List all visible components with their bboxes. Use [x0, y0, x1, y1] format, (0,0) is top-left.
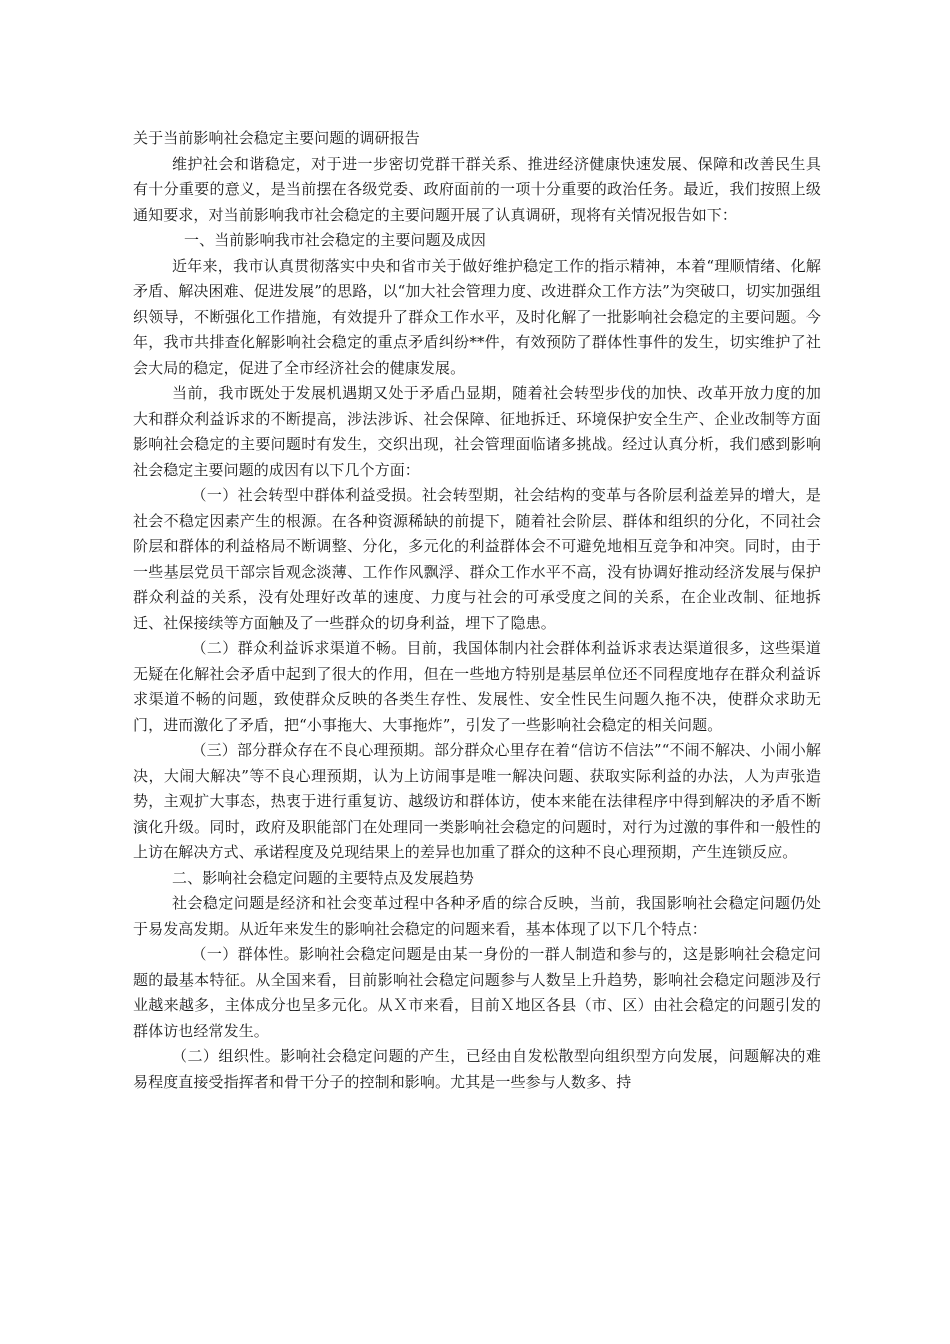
subsection-paragraph: （一）社会转型中群体利益受损。社会转型期，社会结构的变革与各阶层利益差异的增大，是社会不稳定因素产生的根源。在各种资源稀缺的前提下，随着社会阶层、群体和组织的分化，不同社会阶层和群体的利益格局不断调整、分化，多元化的利益群体会不可避免地相互竞争和冲突。同时，由于一些基层党员干部宗旨观念淡薄、工作作风飘浮、群众工作水平不高，没有协调好推动经济发展与保护群众利益的关系，没有处理好改革的速度、力度与社会的可承受度之间的关系，在企业改制、征地拆迁、社保接续等方面触及了一些群众的切身利益，埋下了隐患。	[133, 486, 821, 632]
body-paragraph: 社会稳定问题是经济和社会变革过程中各种矛盾的综合反映，当前，我国影响社会稳定问题仍处于易发高发期。从近年来发生的影响社会稳定的问题来看，基本体现了以下几个特点：	[133, 894, 821, 938]
subsection-paragraph: （三）部分群众存在不良心理预期。部分群众心里存在着“信访不信法”“不闹不解决、小闹小解决，大闹大解决”等不良心理预期，认为上访闹事是唯一解决问题、获取实际利益的办法，人为声张造势，主观扩大事态，热衷于进行重复访、越级访和群体访，使本来能在法律程序中得到解决的矛盾不断演化升级。同时，政府及职能部门在处理同一类影响社会稳定的问题时，对行为过激的事件和一般性的上访在解决方式、承诺程度及兑现结果上的差异也加重了群众的这种不良心理预期，产生连锁反应。	[133, 741, 821, 861]
subsection-paragraph: （二）群众利益诉求渠道不畅。目前，我国体制内社会群体利益诉求表达渠道很多，这些渠道无疑在化解社会矛盾中起到了很大的作用，但在一些地方特别是基层单位还不同程度地存在群众利益诉求渠道不畅的问题，致使群众反映的各类生存性、发展性、安全性民生问题久拖不决，使群众求助无门，进而激化了矛盾，把“小事拖大、大事拖炸”，引发了一些影响社会稳定的相关问题。	[133, 639, 821, 734]
document-body	[133, 126, 821, 1095]
section-heading-2: 二、影响社会稳定问题的主要特点及发展趋势	[172, 868, 475, 887]
body-paragraph: 近年来，我市认真贯彻落实中央和省市关于做好维护稳定工作的指示精神，本着“理顺情绪、化解矛盾、解决困难、促进发展”的思路，以“加大社会管理力度、改进群众工作方法”为突破口，切实加强组织领导，不断强化工作措施，有效提升了群众工作水平，及时化解了一批影响社会稳定的主要问题。今年，我市共排查化解影响社会稳定的重点矛盾纠纷**件，有效预防了群体性事件的发生，切实维护了社会大局的稳定，促进了全市经济社会的健康发展。	[133, 256, 821, 377]
subsection-paragraph: （二）组织性。影响社会稳定问题的产生，已经由自发松散型向组织型方向发展，问题解决的难易程度直接受指挥者和骨干分子的控制和影响。尤其是一些参与人数多、持	[133, 1047, 821, 1091]
intro-paragraph: 维护社会和谐稳定，对于进一步密切党群干群关系、推进经济健康快速发展、保障和改善民生具有十分重要的意义，是当前摆在各级党委、政府面前的一项十分重要的政治任务。最近，我们按照上级通知要求，对当前影响我市社会稳定的主要问题开展了认真调研，现将有关情况报告如下：	[133, 154, 821, 224]
subsection-paragraph: （一）群体性。影响社会稳定问题是由某一身份的一群人制造和参与的，这是影响社会稳定问题的最基本特征。从全国来看，目前影响社会稳定问题参与人数呈上升趋势，影响社会稳定问题涉及行业越来越多，主体成分也呈多元化。从Ｘ市来看，目前Ｘ地区各县（市、区）由社会稳定的问题引发的群体访也经常发生。	[133, 945, 821, 1040]
document-title: 关于当前影响社会稳定主要问题的调研报告	[133, 129, 420, 147]
section-heading-1: 一、当前影响我市社会稳定的主要问题及成因	[184, 231, 487, 249]
body-paragraph: 当前，我市既处于发展机遇期又处于矛盾凸显期，随着社会转型步伐的加快、改革开放力度的加大和群众利益诉求的不断提高，涉法涉诉、社会保障、征地拆迁、环境保护安全生产、企业改制等方面影响社会稳定的主要问题时有发生，交织出现，社会管理面临诸多挑战。经过认真分析，我们感到影响社会稳定主要问题的成因有以下几个方面：	[133, 384, 821, 479]
